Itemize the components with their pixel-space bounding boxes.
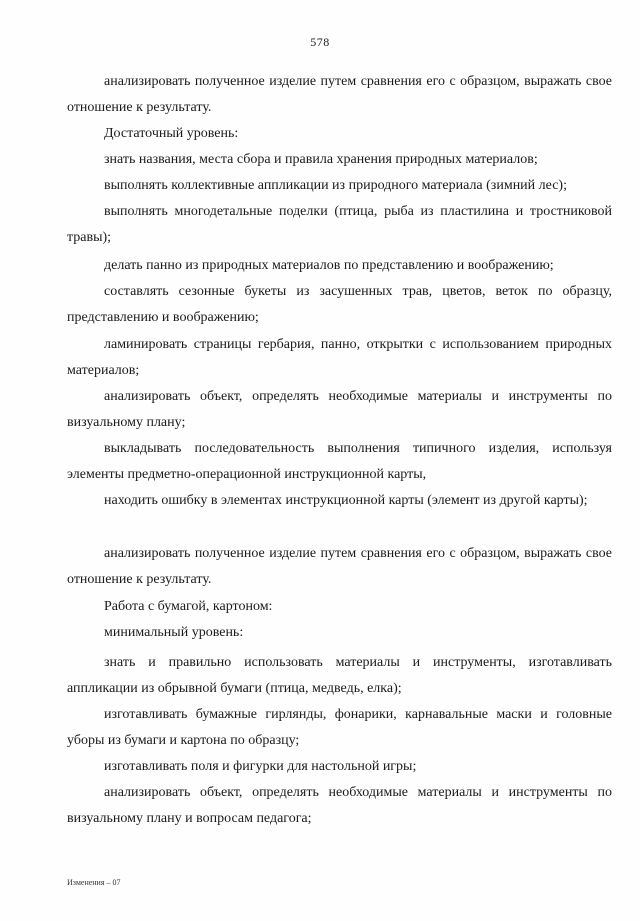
footer-revision: Изменения – 07 [67,878,121,887]
paragraph: выполнять коллективные аппликации из природного материала (зимний лес); [104,178,567,193]
paragraph: анализировать полученное изделие путем сравнения его с образцом, выражать свое отношение к результату. [67,74,612,115]
paragraph: находить ошибку в элементах инструкционной карты (элемент из другой карты); [104,493,588,508]
paragraph: знать названия, места сбора и правила хранения природных материалов; [104,152,538,167]
paragraph: изготавливать поля и фигурки для настольной игры; [104,759,417,774]
section-heading: Работа с бумагой, картоном: [104,599,273,614]
paragraph: знать и правильно использовать материалы и инструменты, изготавливать аппликации из обрывной бумаги (птица, медведь, елка); [67,655,612,696]
paragraph: выкладывать последовательность выполнения типичного изделия, используя элементы предметно-операционной инструкционной карты, [67,441,612,482]
paragraph: делать панно из природных материалов по представлению и воображению; [104,258,554,273]
paragraph: анализировать объект, определять необходимые материалы и инструменты по визуальному плану и вопросам педагога; [67,785,612,826]
level-heading: минимальный уровень: [104,625,244,640]
paragraph: составлять сезонные букеты из засушенных трав, цветов, веток по образцу, представлению и воображению; [67,284,612,325]
paragraph: выполнять многодетальные поделки (птица, рыба из пластилина и тростниковой травы); [67,204,612,245]
page-number: 578 [310,35,330,49]
paragraph: Достаточный уровень: [104,126,239,141]
paragraph: изготавливать бумажные гирлянды, фонарики, карнавальные маски и головные уборы из бумаги и картона по образцу; [67,707,612,748]
paragraph: анализировать объект, определять необходимые материалы и инструменты по визуальному плану; [67,389,612,430]
paragraph: ламинировать страницы гербария, панно, открытки с использованием природных материалов; [67,337,612,378]
paragraph: анализировать полученное изделие путем сравнения его с образцом, выражать свое отношение к результату. [67,546,612,587]
